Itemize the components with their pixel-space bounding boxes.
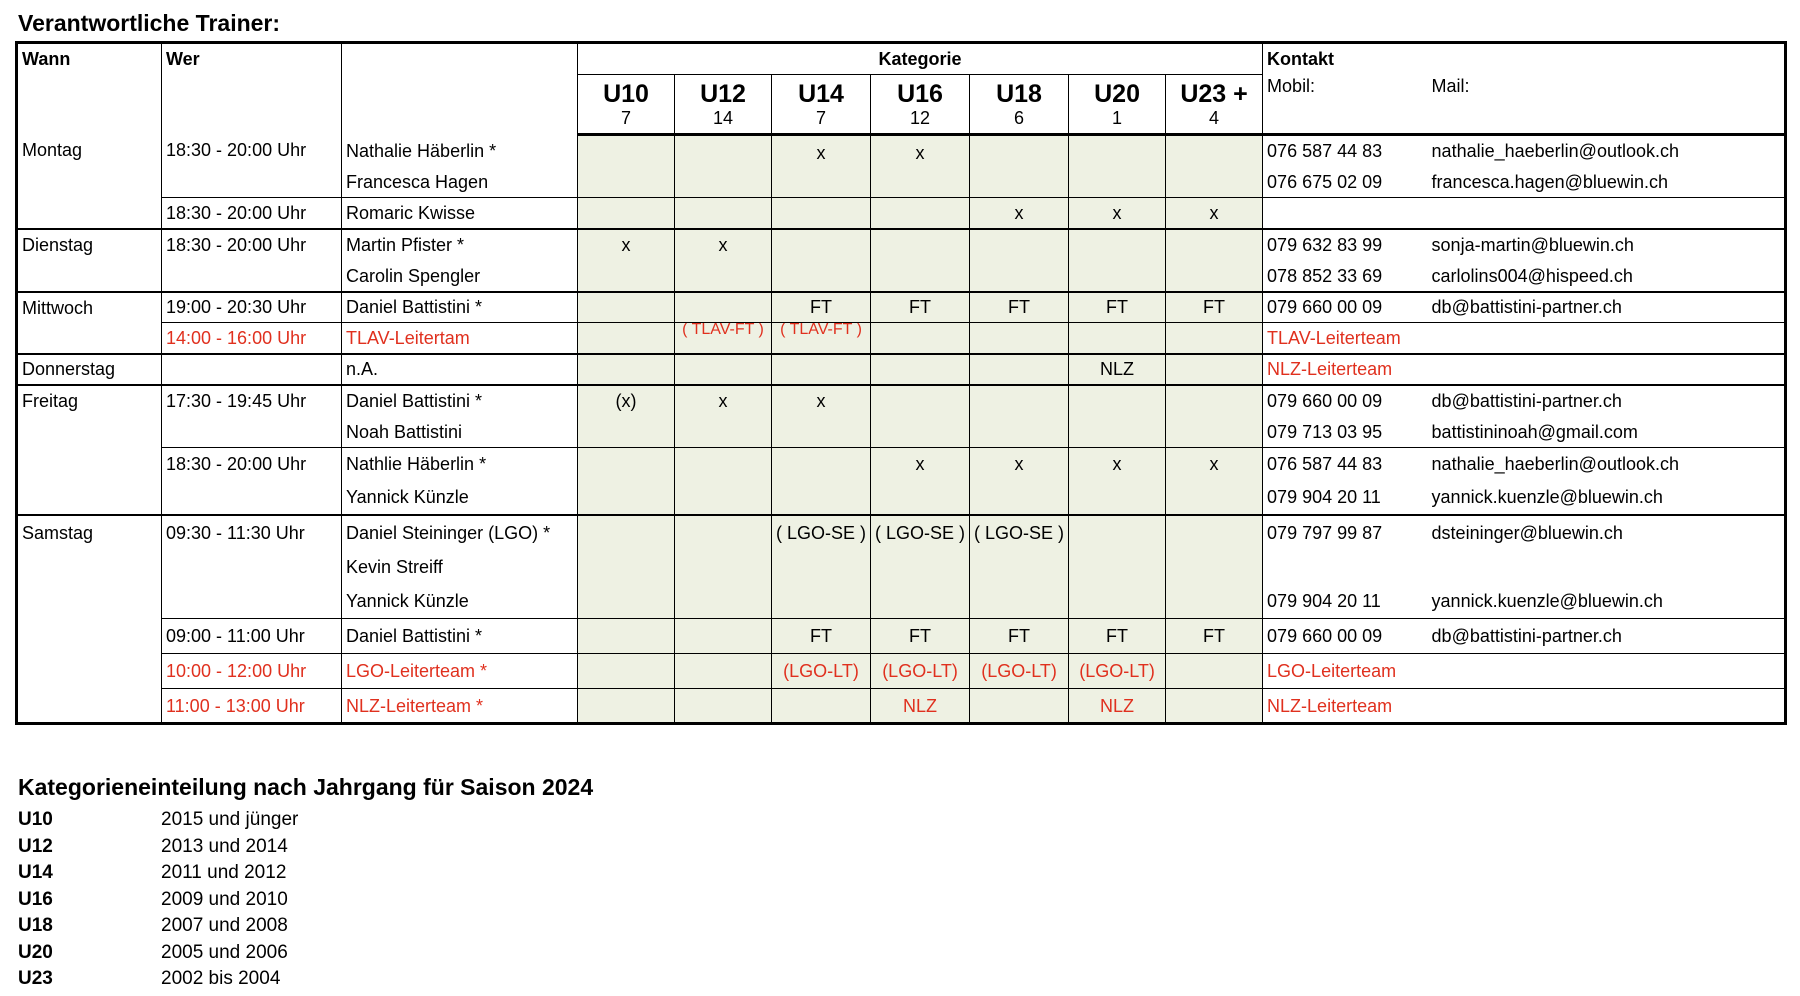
category-cell	[970, 261, 1069, 292]
category-cell: x	[871, 448, 970, 481]
category-cell: (LGO-LT)	[970, 654, 1069, 689]
category-cell: x	[1166, 198, 1263, 229]
category-cell	[772, 417, 871, 448]
table-row	[17, 689, 1786, 724]
category-cell: NLZ	[871, 689, 970, 724]
time-cell: 09:30 - 11:30 Uhr	[162, 515, 342, 619]
category-cell: (x)	[578, 385, 675, 417]
category-cell: x	[578, 229, 675, 261]
category-cell: x	[772, 385, 871, 417]
time-cell: 09:00 - 11:00 Uhr	[162, 619, 342, 654]
category-cell	[871, 354, 970, 385]
category-cell	[1166, 689, 1263, 724]
category-cell	[675, 292, 772, 323]
category-cell	[772, 550, 871, 584]
table-row	[17, 229, 1786, 261]
category-cell: ( LGO-SE )	[970, 515, 1069, 550]
category-cell: FT	[871, 619, 970, 654]
category-cell	[772, 354, 871, 385]
category-cell	[871, 481, 970, 515]
mobile-number	[1263, 198, 1428, 229]
category-cell	[1166, 654, 1263, 689]
category-cell	[578, 481, 675, 515]
contact-team: NLZ-Leiterteam	[1263, 689, 1786, 724]
category-cell	[871, 323, 970, 354]
category-header: U20 1	[1069, 75, 1166, 135]
trainer-name: NLZ-Leiterteam *	[342, 689, 578, 724]
mobile-number: 079 904 20 11	[1263, 584, 1428, 619]
email-address: db@battistini-partner.ch	[1428, 292, 1786, 323]
time-cell: 17:30 - 19:45 Uhr	[162, 385, 342, 448]
category-cell: FT	[772, 619, 871, 654]
mobile-number: 079 904 20 11	[1263, 481, 1428, 515]
category-cell	[1166, 550, 1263, 584]
category-cell	[578, 689, 675, 724]
table-row	[17, 354, 1786, 385]
time-cell: 18:30 - 20:00 Uhr	[162, 448, 342, 515]
legend-item: U18 2007 und 2008	[18, 915, 288, 937]
legend-item: U12 2013 und 2014	[18, 835, 288, 857]
trainer-name: Yannick Künzle	[342, 481, 578, 515]
category-cell: FT	[1069, 292, 1166, 323]
category-cell	[578, 292, 675, 323]
category-cell: FT	[970, 619, 1069, 654]
category-cell	[578, 619, 675, 654]
category-cell	[1069, 385, 1166, 417]
category-cell: x	[871, 135, 970, 198]
category-cell	[578, 550, 675, 584]
time-cell: 18:30 - 20:00 Uhr	[162, 198, 342, 229]
legend-title: Kategorieneinteilung nach Jahrgang für Saison 2024	[18, 774, 594, 800]
trainer-name: Carolin Spengler	[342, 261, 578, 292]
category-cell: x	[1069, 448, 1166, 481]
category-cell: FT	[1069, 619, 1166, 654]
category-cell	[1166, 515, 1263, 550]
mobile-number: 076 675 02 09	[1263, 167, 1428, 198]
mobile-number: 078 852 33 69	[1263, 261, 1428, 292]
category-cell	[871, 584, 970, 619]
email-address: db@battistini-partner.ch	[1428, 385, 1786, 417]
col-header-name	[342, 43, 578, 135]
category-header: U16 12	[871, 75, 970, 135]
day-cell: Dienstag	[17, 229, 162, 292]
category-cell	[970, 584, 1069, 619]
category-cell	[970, 689, 1069, 724]
time-cell: 18:30 - 20:00 Uhr	[162, 229, 342, 292]
legend-item: U16 2009 und 2010	[18, 888, 288, 910]
category-cell	[1069, 550, 1166, 584]
email-address: battistininoah@gmail.com	[1428, 417, 1786, 448]
category-cell	[772, 261, 871, 292]
category-cell: x	[970, 198, 1069, 229]
trainer-name: Daniel Battistini *	[342, 292, 578, 323]
category-cell	[772, 448, 871, 481]
trainer-name: n.A.	[342, 354, 578, 385]
category-cell	[871, 550, 970, 584]
category-cell	[970, 354, 1069, 385]
category-cell	[871, 417, 970, 448]
category-header: U10 7	[578, 75, 675, 135]
category-header: U12 14	[675, 75, 772, 135]
email-address: nathalie_haeberlin@outlook.ch	[1428, 448, 1786, 481]
legend-item: U23 2002 bis 2004	[18, 968, 281, 990]
page-title: Verantwortliche Trainer:	[18, 10, 281, 36]
category-cell	[675, 689, 772, 724]
category-cell: x	[675, 229, 772, 261]
category-cell	[1069, 135, 1166, 198]
category-cell: ( LGO-SE )	[772, 515, 871, 550]
category-cell	[772, 198, 871, 229]
category-cell	[970, 417, 1069, 448]
email-address: db@battistini-partner.ch	[1428, 619, 1786, 654]
category-cell	[970, 550, 1069, 584]
category-cell	[1166, 135, 1263, 198]
mobile-number	[1263, 550, 1428, 584]
table-row	[17, 198, 1786, 229]
category-cell: x	[970, 448, 1069, 481]
email-address: francesca.hagen@bluewin.ch	[1428, 167, 1786, 198]
table-row	[17, 292, 1786, 323]
category-cell	[871, 229, 970, 261]
email-address	[1428, 198, 1786, 229]
trainer-name: Yannick Künzle	[342, 584, 578, 619]
category-cell	[871, 261, 970, 292]
mobile-number: 076 587 44 83	[1263, 135, 1428, 167]
category-cell	[675, 481, 772, 515]
category-header: U23 + 4	[1166, 75, 1263, 135]
category-cell	[970, 323, 1069, 354]
category-cell	[1069, 261, 1166, 292]
email-address: yannick.kuenzle@bluewin.ch	[1428, 481, 1786, 515]
category-header: U14 7	[772, 75, 871, 135]
category-cell	[675, 198, 772, 229]
category-cell	[578, 515, 675, 550]
day-cell: Donnerstag	[17, 354, 162, 385]
email-address: dsteininger@bluewin.ch	[1428, 515, 1786, 550]
category-cell	[578, 198, 675, 229]
email-address: carlolins004@hispeed.ch	[1428, 261, 1786, 292]
category-cell	[1166, 229, 1263, 261]
col-header-mobil: Mobil:	[1263, 75, 1428, 135]
category-cell	[871, 385, 970, 417]
trainer-name: Daniel Battistini *	[342, 385, 578, 417]
category-cell	[578, 448, 675, 481]
category-cell	[675, 515, 772, 550]
category-cell	[1069, 229, 1166, 261]
category-cell	[675, 354, 772, 385]
category-cell	[675, 135, 772, 198]
time-cell: 18:30 - 20:00 Uhr	[162, 135, 342, 198]
mobile-number: 079 660 00 09	[1263, 292, 1428, 323]
category-cell	[970, 385, 1069, 417]
category-cell: x	[772, 135, 871, 198]
col-header-mail: Mail:	[1428, 75, 1786, 135]
email-address: nathalie_haeberlin@outlook.ch	[1428, 135, 1786, 167]
category-header: U18 6	[970, 75, 1069, 135]
category-cell	[772, 689, 871, 724]
category-cell	[675, 261, 772, 292]
table-row	[17, 448, 1786, 481]
category-cell	[1069, 417, 1166, 448]
table-row	[17, 135, 1786, 167]
category-cell: ( TLAV-FT )	[675, 323, 772, 354]
trainer-name: Daniel Steininger (LGO) *	[342, 515, 578, 550]
time-cell: 11:00 - 13:00 Uhr	[162, 689, 342, 724]
category-cell	[970, 135, 1069, 198]
day-cell: Samstag	[17, 515, 162, 724]
mobile-number: 079 797 99 87	[1263, 515, 1428, 550]
contact-team: LGO-Leiterteam	[1263, 654, 1786, 689]
table-row	[17, 619, 1786, 654]
trainer-name: TLAV-Leitertam	[342, 323, 578, 354]
category-cell	[578, 584, 675, 619]
category-cell	[1166, 481, 1263, 515]
category-cell	[970, 229, 1069, 261]
category-cell	[1166, 417, 1263, 448]
category-cell: (LGO-LT)	[1069, 654, 1166, 689]
email-address: sonja-martin@bluewin.ch	[1428, 229, 1786, 261]
category-cell: (LGO-LT)	[772, 654, 871, 689]
category-legend	[18, 774, 593, 993]
time-cell: 14:00 - 16:00 Uhr	[162, 323, 342, 354]
day-cell: Montag	[17, 135, 162, 229]
category-cell	[1069, 515, 1166, 550]
table-row	[17, 654, 1786, 689]
category-cell: FT	[871, 292, 970, 323]
category-cell	[675, 619, 772, 654]
category-cell	[675, 654, 772, 689]
category-cell	[1166, 385, 1263, 417]
category-cell: ( LGO-SE )	[871, 515, 970, 550]
category-cell: FT	[1166, 292, 1263, 323]
category-cell: x	[675, 385, 772, 417]
contact-team: NLZ-Leiterteam	[1263, 354, 1786, 385]
day-cell: Mittwoch	[17, 292, 162, 354]
category-cell: FT	[970, 292, 1069, 323]
category-cell	[1069, 481, 1166, 515]
trainer-name: Francesca Hagen	[342, 167, 578, 198]
category-cell: FT	[772, 292, 871, 323]
legend-item: U10 2015 und jünger	[18, 809, 299, 831]
day-cell: Freitag	[17, 385, 162, 515]
category-cell: NLZ	[1069, 354, 1166, 385]
col-header-wer: Wer	[162, 43, 342, 135]
contact-team: TLAV-Leiterteam	[1263, 323, 1786, 354]
category-cell	[1069, 323, 1166, 354]
category-cell	[1166, 261, 1263, 292]
mobile-number: 079 713 03 95	[1263, 417, 1428, 448]
trainer-name: Nathalie Häberlin *	[342, 135, 578, 167]
category-cell	[675, 584, 772, 619]
category-cell	[578, 417, 675, 448]
table-row	[17, 515, 1786, 550]
legend-item: U14 2011 und 2012	[18, 862, 287, 884]
trainer-name: Romaric Kwisse	[342, 198, 578, 229]
trainer-name: LGO-Leiterteam *	[342, 654, 578, 689]
category-cell: x	[1166, 448, 1263, 481]
time-cell	[162, 354, 342, 385]
category-cell	[578, 135, 675, 198]
email-address	[1428, 550, 1786, 584]
mobile-number: 079 632 83 99	[1263, 229, 1428, 261]
category-cell	[578, 654, 675, 689]
category-cell	[675, 550, 772, 584]
category-cell	[772, 481, 871, 515]
col-header-kontakt: Kontakt	[1263, 43, 1786, 75]
email-address: yannick.kuenzle@bluewin.ch	[1428, 584, 1786, 619]
table-row	[17, 385, 1786, 417]
col-header-kategorie: Kategorie	[578, 43, 1263, 75]
trainer-schedule-table	[15, 41, 1787, 725]
category-cell: NLZ	[1069, 689, 1166, 724]
category-cell	[675, 417, 772, 448]
category-cell	[578, 261, 675, 292]
legend-item: U20 2005 und 2006	[18, 941, 288, 963]
category-cell	[1166, 323, 1263, 354]
mobile-number: 079 660 00 09	[1263, 385, 1428, 417]
category-cell	[1166, 584, 1263, 619]
trainer-name: Nathlie Häberlin *	[342, 448, 578, 481]
category-cell: x	[1069, 198, 1166, 229]
time-cell: 10:00 - 12:00 Uhr	[162, 654, 342, 689]
category-cell	[871, 198, 970, 229]
category-cell	[1069, 584, 1166, 619]
category-cell	[970, 481, 1069, 515]
col-header-wann: Wann	[17, 43, 162, 135]
trainer-name: Martin Pfister *	[342, 229, 578, 261]
time-cell: 19:00 - 20:30 Uhr	[162, 292, 342, 323]
category-cell	[772, 584, 871, 619]
trainer-name: Noah Battistini	[342, 417, 578, 448]
table-row	[17, 323, 1786, 354]
category-cell	[675, 448, 772, 481]
category-cell	[1166, 354, 1263, 385]
category-cell: ( TLAV-FT )	[772, 323, 871, 354]
trainer-name: Daniel Battistini *	[342, 619, 578, 654]
mobile-number: 076 587 44 83	[1263, 448, 1428, 481]
category-cell	[578, 354, 675, 385]
category-cell	[578, 323, 675, 354]
category-cell	[772, 229, 871, 261]
category-cell: (LGO-LT)	[871, 654, 970, 689]
mobile-number: 079 660 00 09	[1263, 619, 1428, 654]
trainer-name: Kevin Streiff	[342, 550, 578, 584]
category-cell: FT	[1166, 619, 1263, 654]
